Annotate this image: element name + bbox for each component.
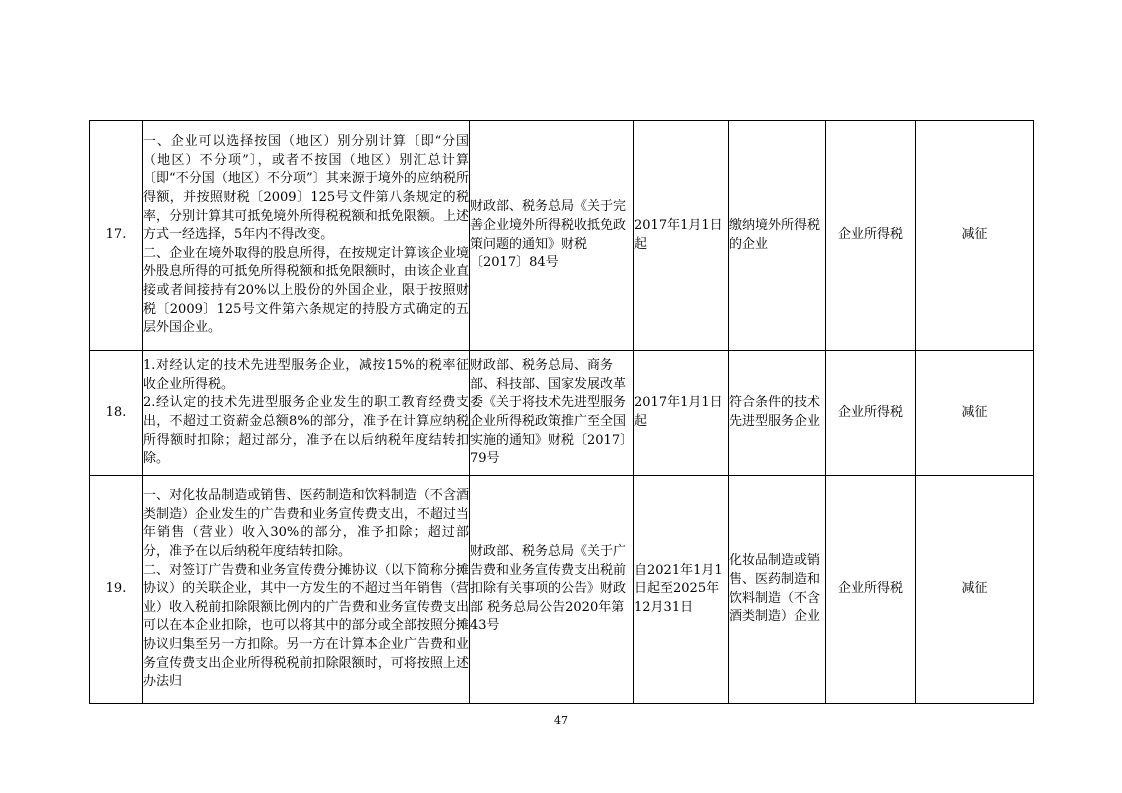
tax-type: 企业所得税 [826,351,916,476]
policy-content [143,476,470,704]
applicable-target: 化妆品制造或销售、医药制造和饮料制造（不含酒类制造）企业 [729,476,826,704]
table-row [90,476,1034,704]
content-paragraph: 一、企业可以选择按国（地区）别分别计算〔即“分国（地区）不分项”〕，或者不按国（地区）别汇总计算〔即“不分国（地区）不分项”〕其来源于境外的应纳税所得额，并按照财税〔2009〕125号文件第八条规定的税率，分别计算其可抵免境外所得税税额和抵免限额。上述方式一经选择，5年内不得改变。 [143,134,469,243]
applicable-target: 符合条件的技术先进型服务企业 [729,351,826,476]
policy-source: 财政部、税务总局、商务部、科技部、国家发展改革委《关于将技术先进型服务企业所得税政策推广至全国实施的通知》财税〔2017〕79号 [470,351,634,476]
content-paragraph: 二、对签订广告费和业务宣传费分摊协议（以下简称分摊协议）的关联企业，其中一方发生的不超过当年销售（营业）收入税前扣除限额比例内的广告费和业务宣传费支出可以在本企业扣除，也可以将其中的部分或全部按照分摊协议归集至另一方扣除。另一方在计算本企业广告费和业务宣传费支出企业所得税税前扣除限额时，可将按照上述办法归 [143,562,469,690]
tax-type: 企业所得税 [826,476,916,704]
table-row [90,121,1034,351]
relief-method: 减征 [916,121,1034,351]
tax-type: 企业所得税 [826,121,916,351]
policy-table [89,120,1034,704]
table-row [90,351,1034,476]
applicable-target: 缴纳境外所得税的企业 [729,121,826,351]
policy-content [143,351,470,476]
row-number: 17. [90,121,143,351]
row-number: 18. [90,351,143,476]
policy-source: 财政部、税务总局《关于完善企业境外所得税收抵免政策问题的通知》财税〔2017〕84号 [470,121,634,351]
effective-date: 自2021年1月1日起至2025年12月31日 [634,476,729,704]
policy-source: 财政部、税务总局《关于广告费和业务宣传费支出税前扣除有关事项的公告》财政部 税务总局公告2020年第43号 [470,476,634,704]
page-number: 47 [554,714,568,727]
effective-date: 2017年1月1日起 [634,351,729,476]
content-paragraph: 二、企业在境外取得的股息所得，在按规定计算该企业境外股息所得的可抵免所得税额和抵免限额时，由该企业直接或者间接持有20%以上股份的外国企业，限于按照财税〔2009〕125号文件第六条规定的持股方式确定的五层外国企业。 [143,245,469,336]
row-number: 19. [90,476,143,704]
content-paragraph: 一、对化妆品制造或销售、医药制造和饮料制造（不含酒类制造）企业发生的广告费和业务宣传费支出，不超过当年销售（营业）收入30%的部分，准予扣除；超过部分，准予在以后纳税年度结转扣除。 [143,488,469,560]
relief-method: 减征 [916,351,1034,476]
policy-content [143,121,470,351]
content-paragraph: 2.经认定的技术先进型服务企业发生的职工教育经费支出，不超过工资薪金总额8%的部分，准予在计算应纳税所得额时扣除；超过部分，准予在以后纳税年度结转扣除。 [143,395,469,467]
relief-method: 减征 [916,476,1034,704]
effective-date: 2017年1月1日起 [634,121,729,351]
content-paragraph: 1.对经认定的技术先进型服务企业，减按15%的税率征收企业所得税。 [143,358,469,392]
